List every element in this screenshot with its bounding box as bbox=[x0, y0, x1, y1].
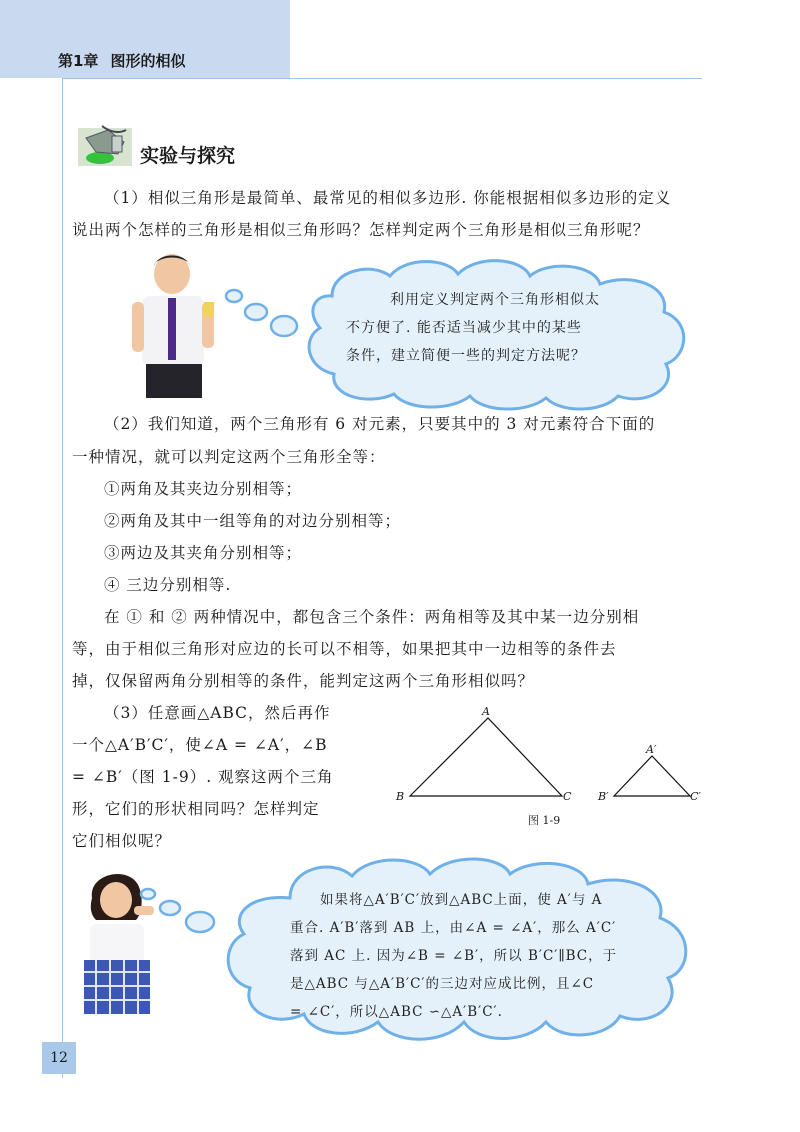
cloud1-line3: 条件，建立简便一些的判定方法呢？ bbox=[346, 348, 586, 364]
p4-line4: 形，它们的形状相同吗？怎样判定 bbox=[72, 800, 320, 818]
p4-line2: 一个△A′B′C′，使∠A = ∠A′，∠B bbox=[72, 736, 328, 754]
cloud1-line1: 利用定义判定两个三角形相似太 bbox=[390, 292, 600, 308]
page-number: 12 bbox=[42, 1042, 76, 1074]
vertex-b-label: B bbox=[396, 790, 405, 803]
cloud1-line2: 不方便了. 能否适当减少其中的某些 bbox=[346, 320, 582, 336]
cloud2-line4: 是△ABC 与△A′B′C′的三边对应成比例，且∠C bbox=[290, 976, 595, 992]
p1-line1: （1）相似三角形是最简单、最常见的相似多边形. 你能根据相似多边形的定义 bbox=[104, 189, 672, 207]
running-header bbox=[58, 50, 197, 71]
p2-line2: 一种情况，就可以判定这两个三角形全等： bbox=[72, 448, 386, 466]
p3-line1: 在 ① 和 ② 两种情况中，都包含三个条件：两角相等及其中某一边分别相 bbox=[104, 608, 640, 626]
list-item-4: ④ 三边分别相等. bbox=[104, 576, 232, 594]
list-item-1: ①两角及其夹边分别相等； bbox=[104, 480, 303, 498]
p2-line1: （2）我们知道，两个三角形有 6 对元素，只要其中的 3 对元素符合下面的 bbox=[104, 415, 656, 433]
p1-line2: 说出两个怎样的三角形是相似三角形吗？怎样判定两个三角形是相似三角形呢？ bbox=[72, 221, 650, 239]
vertex-a-prime-label: A′ bbox=[646, 743, 657, 756]
vertex-a-label: A bbox=[482, 705, 490, 718]
p4-line3: = ∠B′（图 1-9）. 观察这两个三角 bbox=[72, 768, 334, 786]
list-item-2: ②两角及其中一组等角的对边分别相等； bbox=[104, 512, 402, 530]
cloud2-line1: 如果将△A′B′C′放到△ABC上面，使 A′与 A bbox=[320, 892, 603, 908]
p3-line2: 等，由于相似三角形对应边的长可以不相等，如果把其中一边相等的条件去 bbox=[72, 640, 617, 658]
figure-triangles bbox=[400, 700, 710, 810]
chapter-number: 第1章 bbox=[58, 52, 99, 70]
figure-caption: 图 1-9 bbox=[528, 814, 561, 827]
triangle-abc bbox=[410, 718, 562, 796]
p4-line1: （3）任意画△ABC，然后再作 bbox=[104, 704, 331, 722]
list-item-3: ③两边及其夹角分别相等； bbox=[104, 544, 303, 562]
cloud2-line2: 重合. A′B′落到 AB 上，由∠A = ∠A′，那么 A′C′ bbox=[290, 920, 617, 936]
cloud2-line5: = ∠C′，所以△ABC ∽△A′B′C′. bbox=[290, 1004, 503, 1020]
p4-line5: 它们相似呢？ bbox=[72, 832, 172, 850]
vertex-b-prime-label: B′ bbox=[598, 790, 609, 803]
section-title: 实验与探究 bbox=[140, 145, 236, 167]
margin-rule bbox=[62, 78, 63, 1078]
cloud2-line3: 落到 AC 上. 因为∠B = ∠B′，所以 B′C′∥BC，于 bbox=[290, 948, 618, 964]
experiment-icon bbox=[78, 122, 134, 168]
triangle-a-prime-b-prime-c-prime bbox=[614, 756, 690, 796]
p3-line3: 掉，仅保留两角分别相等的条件，能判定这两个三角形相似吗？ bbox=[72, 672, 535, 690]
vertex-c-prime-label: C′ bbox=[690, 790, 701, 803]
header-rule bbox=[62, 78, 702, 79]
boy-illustration bbox=[132, 252, 216, 400]
vertex-c-label: C bbox=[563, 790, 572, 803]
chapter-title: 图形的相似 bbox=[110, 52, 186, 70]
